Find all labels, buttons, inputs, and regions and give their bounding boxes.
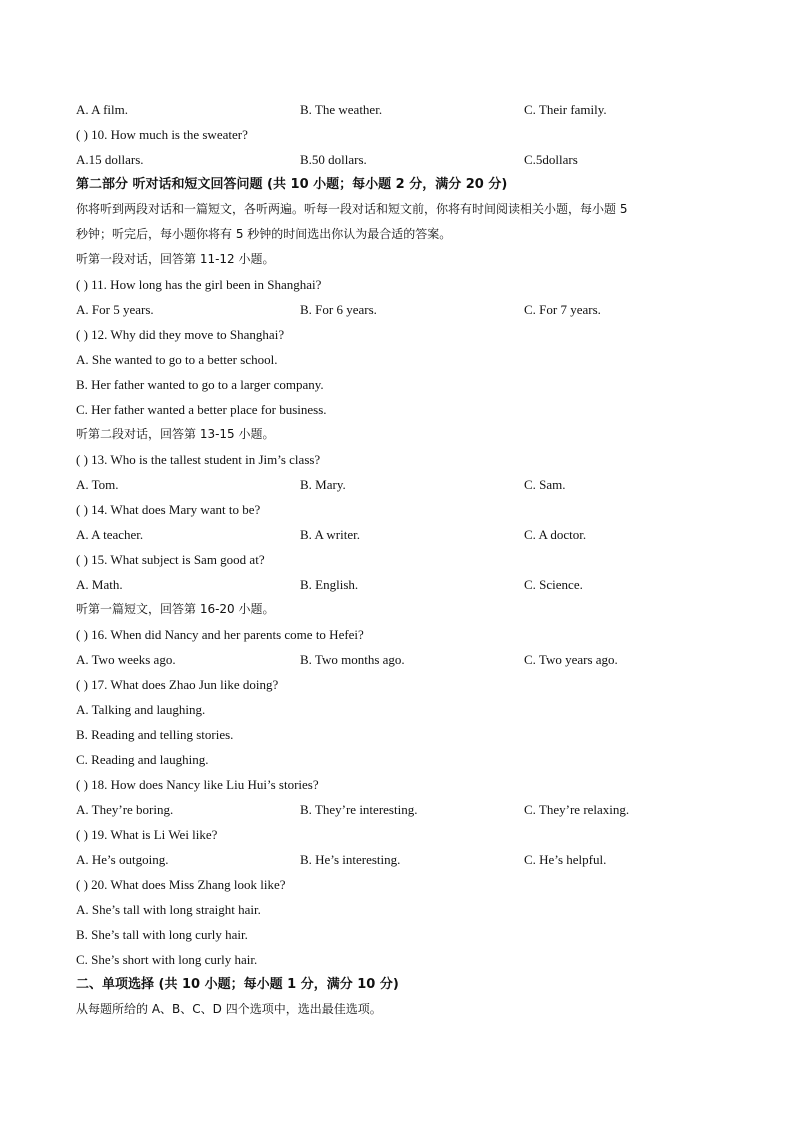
q20-option-b: B. She’s tall with long curly hair. [76, 927, 248, 942]
q13-option-b: B. Mary. [300, 477, 346, 492]
q10-options [76, 147, 736, 172]
q18-option-b: B. They’re interesting. [300, 802, 418, 817]
q18-option-a: A. They’re boring. [76, 802, 174, 817]
q15-options [76, 572, 736, 597]
q20-option-c: C. She’s short with long curly hair. [76, 952, 258, 967]
q18-option-c: C. They’re relaxing. [524, 802, 630, 817]
q11-option-a: A. For 5 years. [76, 302, 154, 317]
q17-option-a: A. Talking and laughing. [76, 702, 206, 717]
q15-option-c: C. Science. [524, 577, 583, 592]
dialog1-label: 听第一段对话，回答第 11-12 小题。 [76, 252, 275, 266]
q19-option-c: C. He’s helpful. [524, 852, 607, 867]
part2-intro-line1: 你将听到两段对话和一篇短文，各听两遍。听每一段对话和短文前，你将有时间阅读相关小题，每小题 5 [76, 202, 628, 216]
dialog2-label: 听第二段对话，回答第 13-15 小题。 [76, 427, 275, 441]
part2-title: 第二部分 听对话和短文回答问题 (共 10 小题；每小题 2 分，满分 20 分) [76, 177, 508, 192]
q11-options [76, 297, 736, 322]
q13-options [76, 472, 736, 497]
q13-option-c: C. Sam. [524, 477, 566, 492]
q16-option-a: A. Two weeks ago. [76, 652, 176, 667]
q20-option-a: A. She’s tall with long straight hair. [76, 902, 261, 917]
q18-stem: ( ) 18. How does Nancy like Liu Hui’s stories? [76, 777, 319, 792]
q14-option-c: C. A doctor. [524, 527, 587, 542]
q12-option-b: B. Her father wanted to go to a larger company. [76, 377, 324, 392]
q18-options [76, 797, 736, 822]
q9-options [76, 97, 736, 122]
q12-option-a: A. She wanted to go to a better school. [76, 352, 278, 367]
q14-option-a: A. A teacher. [76, 527, 144, 542]
part2-intro-line2: 秒钟；听完后，每小题你将有 5 秒钟的时间选出你认为最合适的答案。 [76, 227, 452, 241]
q9-option-b: B. The weather. [300, 102, 383, 117]
q14-stem: ( ) 14. What does Mary want to be? [76, 502, 261, 517]
section2-title: 二、单项选择 (共 10 小题；每小题 1 分，满分 10 分) [76, 977, 399, 992]
q16-option-b: B. Two months ago. [300, 652, 405, 667]
q10-option-a: A.15 dollars. [76, 152, 144, 167]
q19-options [76, 847, 736, 872]
q11-option-c: C. For 7 years. [524, 302, 601, 317]
passage-label: 听第一篇短文，回答第 16-20 小题。 [76, 602, 275, 616]
section2-instruction: 从每题所给的 A、B、C、D 四个选项中，选出最佳选项。 [76, 1002, 382, 1016]
q17-option-b: B. Reading and telling stories. [76, 727, 234, 742]
q14-option-b: B. A writer. [300, 527, 360, 542]
q11-option-b: B. For 6 years. [300, 302, 377, 317]
q19-stem: ( ) 19. What is Li Wei like? [76, 827, 218, 842]
q10-option-c: C.5dollars [524, 152, 578, 167]
exam-page [76, 97, 736, 1022]
q19-option-b: B. He’s interesting. [300, 852, 401, 867]
q15-stem: ( ) 15. What subject is Sam good at? [76, 552, 265, 567]
q9-option-c: C. Their family. [524, 102, 607, 117]
q13-option-a: A. Tom. [76, 477, 119, 492]
q12-option-c: C. Her father wanted a better place for business. [76, 402, 327, 417]
q20-stem: ( ) 20. What does Miss Zhang look like? [76, 877, 286, 892]
q14-options [76, 522, 736, 547]
q19-option-a: A. He’s outgoing. [76, 852, 169, 867]
q17-stem: ( ) 17. What does Zhao Jun like doing? [76, 677, 279, 692]
q17-option-c: C. Reading and laughing. [76, 752, 209, 767]
q13-stem: ( ) 13. Who is the tallest student in Jim’s class? [76, 452, 321, 467]
q15-option-b: B. English. [300, 577, 359, 592]
q10-stem: ( ) 10. How much is the sweater? [76, 127, 248, 142]
q9-option-a: A. A film. [76, 102, 129, 117]
q16-option-c: C. Two years ago. [524, 652, 618, 667]
q12-stem: ( ) 12. Why did they move to Shanghai? [76, 327, 285, 342]
q10-option-b: B.50 dollars. [300, 152, 367, 167]
q16-options [76, 647, 736, 672]
q15-option-a: A. Math. [76, 577, 123, 592]
q11-stem: ( ) 11. How long has the girl been in Shanghai? [76, 277, 322, 292]
q16-stem: ( ) 16. When did Nancy and her parents come to Hefei? [76, 627, 364, 642]
